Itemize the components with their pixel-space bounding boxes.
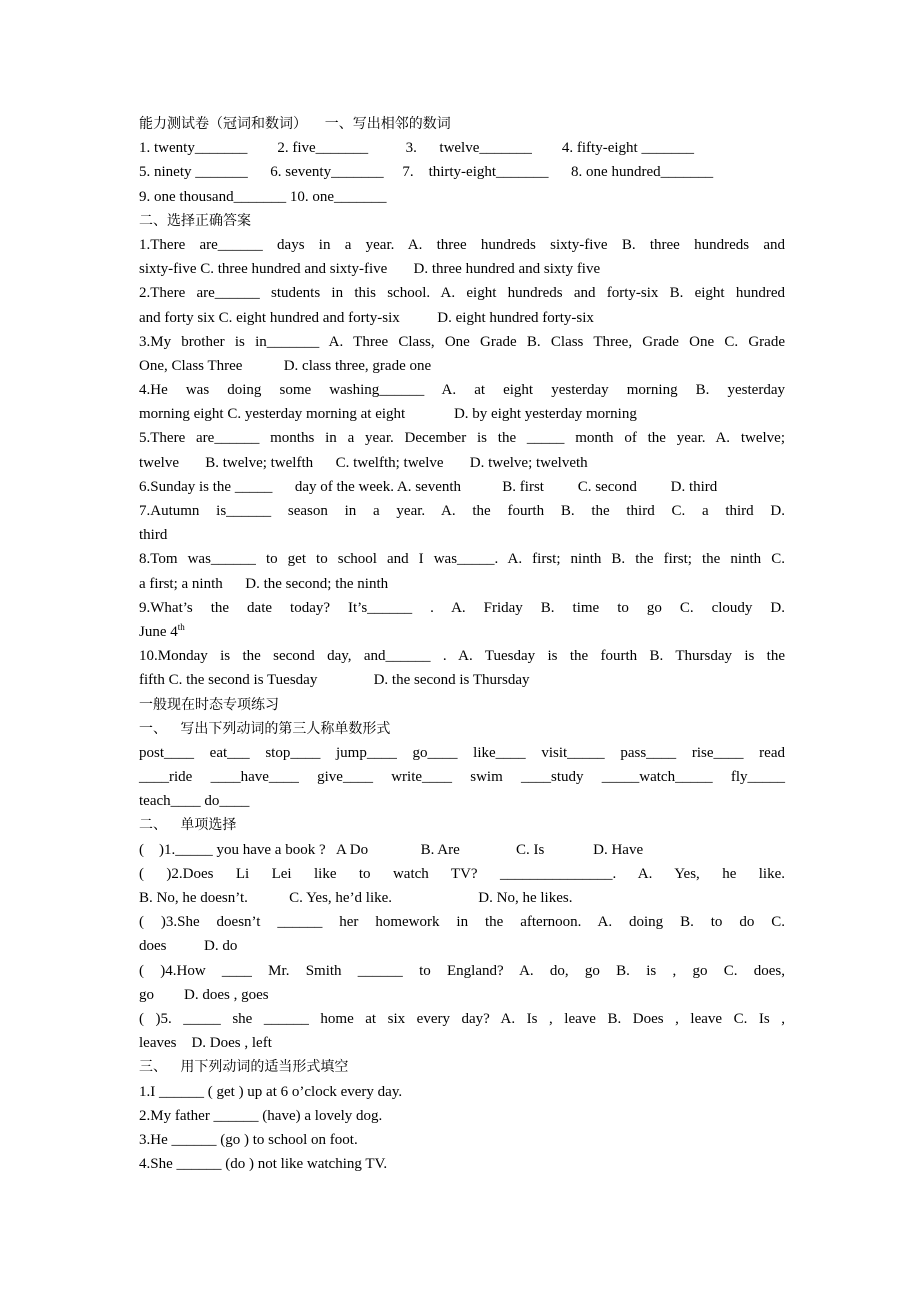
mc3-line-2: does D. do	[139, 938, 238, 955]
q6-line-1: 6.Sunday is the _____ day of the week. A. seventh B. first C. second D. third	[139, 478, 718, 495]
q10-line-2: fifth C. the second is Tuesday D. the second is Thursday	[139, 672, 530, 689]
q1-line-1: 1.There are______ days in a year. A. three hundreds sixty-five B. three hundreds and	[139, 236, 785, 253]
page-title: 能力测试卷（冠词和数词） 一、写出相邻的数词	[139, 116, 451, 132]
q7-line-1: 7.Autumn is______ season in a year. A. the fourth B. the third C. a third D.	[139, 503, 785, 519]
q9-date-superscript: th	[177, 621, 185, 632]
q8-line-2: a first; a ninth D. the second; the ninth	[139, 575, 389, 592]
mc3-line-1: ( )3.She doesn’t ______ her homework in the afternoon. A. doing B. to do C.	[139, 914, 785, 931]
q7-line-2: third	[139, 527, 168, 544]
q3-line-2: One, Class Three D. class three, grade one	[139, 357, 432, 374]
q5-line-1: 5.There are______ months in a year. December is the _____ month of the year. A. twelve;	[139, 430, 785, 447]
document-page	[139, 112, 785, 1176]
fill1-line: 1.I ______ ( get ) up at 6 o’clock every day.	[139, 1083, 403, 1100]
fill4-line: 4.She ______ (do ) not like watching TV.	[139, 1156, 388, 1173]
q8-line-1: 8.Tom was______ to get to school and I was_____. A. first; ninth B. the first; the ninth C.	[139, 551, 785, 568]
verbs-line-2: ____ride ____have____ give____ write____ swim ____study _____watch_____ fly_____	[139, 769, 785, 786]
q2-line-2: and forty six C. eight hundred and forty-six D. eight hundred forty-six	[139, 309, 594, 326]
fill2-line: 2.My father ______ (have) a lovely dog.	[139, 1107, 383, 1124]
part1-line-2: 5. ninety _______ 6. seventy_______ 7. thirty-eight_______ 8. one hundred_______	[139, 164, 714, 181]
fill3-line: 3.He ______ (go ) to school on foot.	[139, 1131, 358, 1148]
verbs-line-3: teach____ do____	[139, 793, 250, 810]
q10-line-1: 10.Monday is the second day, and______ . A. Tuesday is the fourth B. Thursday is the	[139, 648, 785, 665]
part1-line-1: 1. twenty_______ 2. five_______ 3. twelve_______ 4. fifty-eight _______	[139, 140, 694, 157]
q4-line-1: 4.He was doing some washing______ A. at eight yesterday morning B. yesterday	[139, 382, 785, 399]
section1-heading: 一、 写出下列动词的第三人称单数形式	[139, 720, 391, 737]
q9-line-1: 9.What’s the date today? It’s______ . A. Friday B. time to go C. cloudy D.	[139, 599, 785, 616]
section3-heading: 三、 用下列动词的适当形式填空	[139, 1059, 349, 1076]
mc5-line-2: leaves D. Does , left	[139, 1035, 272, 1052]
q9-date-text: June 4	[139, 623, 178, 640]
q5-line-2: twelve B. twelve; twelfth C. twelfth; twelve D. twelve; twelveth	[139, 454, 588, 471]
q3-line-1: 3.My brother is in_______ A. Three Class, One Grade B. Class Three, Grade One C. Grade	[139, 333, 785, 350]
q1-line-2: sixty-five C. three hundred and sixty-five D. three hundred and sixty five	[139, 261, 601, 278]
mc1-line-1: ( )1._____ you have a book ? A Do B. Are C. Is D. Have	[139, 841, 644, 858]
q2-line-1: 2.There are______ students in this school. A. eight hundreds and forty-six B. eight hundred	[139, 285, 785, 302]
mc2-line-2: B. No, he doesn’t. C. Yes, he’d like. D. No, he likes.	[139, 890, 573, 906]
part1-line-3: 9. one thousand_______ 10. one_______	[139, 188, 387, 205]
q4-line-2: morning eight C. yesterday morning at eight D. by eight yesterday morning	[139, 406, 637, 423]
tense-heading: 一般现在时态专项练习	[139, 696, 279, 713]
mc4-line-2: go D. does , goes	[139, 986, 269, 1003]
part2-heading: 二、选择正确答案	[139, 212, 251, 229]
mc5-line-1: ( )5. _____ she ______ home at six every day? A. Is , leave B. Does , leave C. Is ,	[139, 1010, 785, 1027]
verbs-line-1: post____ eat___ stop____ jump____ go____ like____ visit_____ pass____ rise____ read	[139, 744, 785, 761]
q9-line-2	[139, 620, 785, 644]
mc2-line-1: ( )2.Does Li Lei like to watch TV? _______________. A. Yes, he like.	[139, 865, 785, 882]
section2-heading: 二、 单项选择	[139, 817, 237, 834]
mc4-line-1: ( )4.How ____ Mr. Smith ______ to England? A. do, go B. is , go C. does,	[139, 962, 785, 979]
